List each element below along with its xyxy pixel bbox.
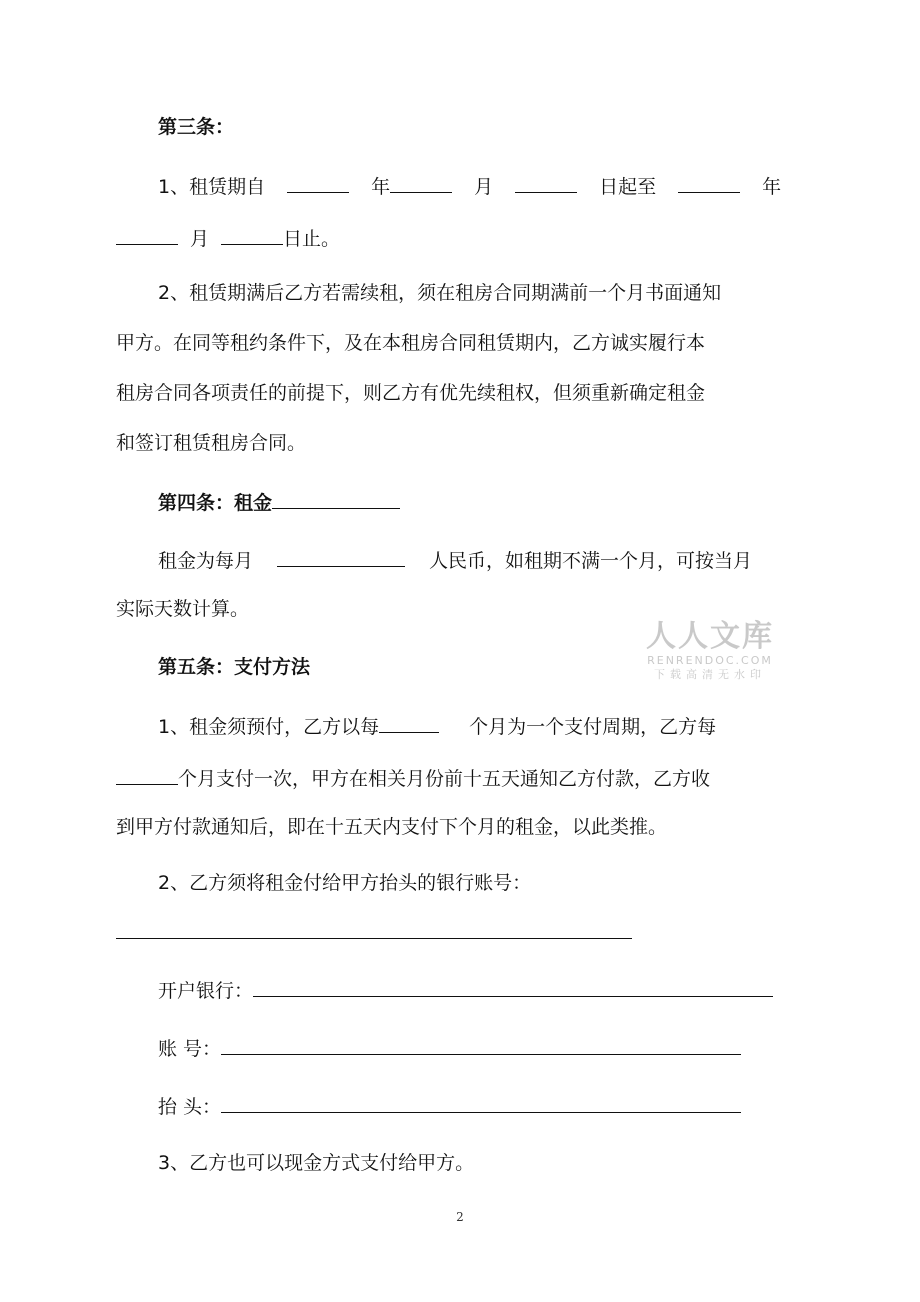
payment-line-1	[158, 712, 716, 740]
renewal-line-1: 2、租赁期满后乙方若需续租，须在租房合同期满前一个月书面通知	[158, 282, 722, 304]
year2-label: 年	[762, 176, 782, 198]
watermark-domain: RENRENDOC.COM	[647, 654, 773, 667]
rent-line-1	[158, 546, 752, 574]
start-year-blank	[287, 172, 349, 193]
payee-label: 抬 头：	[158, 1096, 222, 1118]
payee-row	[158, 1092, 741, 1120]
account-number-row	[158, 1034, 741, 1062]
renewal-line-2: 甲方。在同等租约条件下，及在本租房合同租赁期内，乙方诚实履行本	[116, 332, 706, 354]
payment-line-3: 到甲方付款通知后，即在十五天内支付下个月的租金，以此类推。	[116, 816, 668, 838]
payment-cycle-text: 个月为一个支付周期，乙方每	[469, 716, 717, 738]
lease-term-line-2	[116, 224, 340, 252]
end-year-blank	[678, 172, 740, 193]
article-3-heading: 第三条：	[158, 116, 235, 138]
payment-line-2-text: 个月支付一次，甲方在相关月份前十五天通知乙方付款，乙方收	[178, 768, 711, 790]
cash-payment-line: 3、乙方也可以现金方式支付给甲方。	[158, 1152, 475, 1174]
start-month-blank	[390, 172, 452, 193]
payee-blank	[221, 1092, 741, 1113]
bank-name-blank	[253, 976, 773, 997]
bank-name-label: 开户银行：	[158, 980, 254, 1002]
account-number-blank	[221, 1034, 741, 1055]
rent-label: 租金为每月	[158, 550, 254, 572]
payment-label: 1、租金须预付，乙方以每	[158, 716, 380, 738]
rent-line-2: 实际天数计算。	[116, 598, 250, 620]
lease-term-label: 1、租赁期自	[158, 176, 266, 198]
watermark	[632, 620, 788, 682]
watermark-subtitle: 下载高清无水印	[654, 668, 766, 681]
article-4-title: 第四条：租金	[158, 492, 273, 514]
bank-account-intro: 2、乙方须将租金付给甲方抬头的银行账号：	[158, 872, 532, 894]
lease-term-line-1	[158, 172, 781, 200]
renewal-line-4: 和签订租赁租房合同。	[116, 432, 307, 454]
bank-name-row	[158, 976, 773, 1004]
day-to-label: 日起至	[599, 176, 657, 198]
renewal-line-3: 租房合同各项责任的前提下，则乙方有优先续租权，但须重新确定租金	[116, 382, 706, 404]
article-4-heading	[158, 488, 400, 516]
page-number: 2	[456, 1210, 464, 1224]
year-label: 年	[371, 176, 391, 198]
end-month-blank	[116, 224, 178, 245]
end-label: 日止。	[283, 228, 341, 250]
payment-line-2	[116, 764, 710, 792]
rent-amount-blank	[277, 546, 405, 567]
month-label: 月	[474, 176, 494, 198]
end-day-blank	[221, 224, 283, 245]
account-number-label: 账 号：	[158, 1038, 222, 1060]
start-day-blank	[515, 172, 577, 193]
rent-heading-blank	[272, 488, 400, 509]
bank-account-blank-line	[116, 938, 632, 939]
payment-frequency-blank	[116, 764, 178, 785]
month2-label: 月	[190, 228, 210, 250]
payment-cycle-blank	[379, 712, 439, 733]
article-5-heading: 第五条：支付方法	[158, 656, 311, 678]
rent-text: 人民币，如租期不满一个月，可按当月	[429, 550, 753, 572]
watermark-title: 人人文库	[646, 619, 774, 654]
